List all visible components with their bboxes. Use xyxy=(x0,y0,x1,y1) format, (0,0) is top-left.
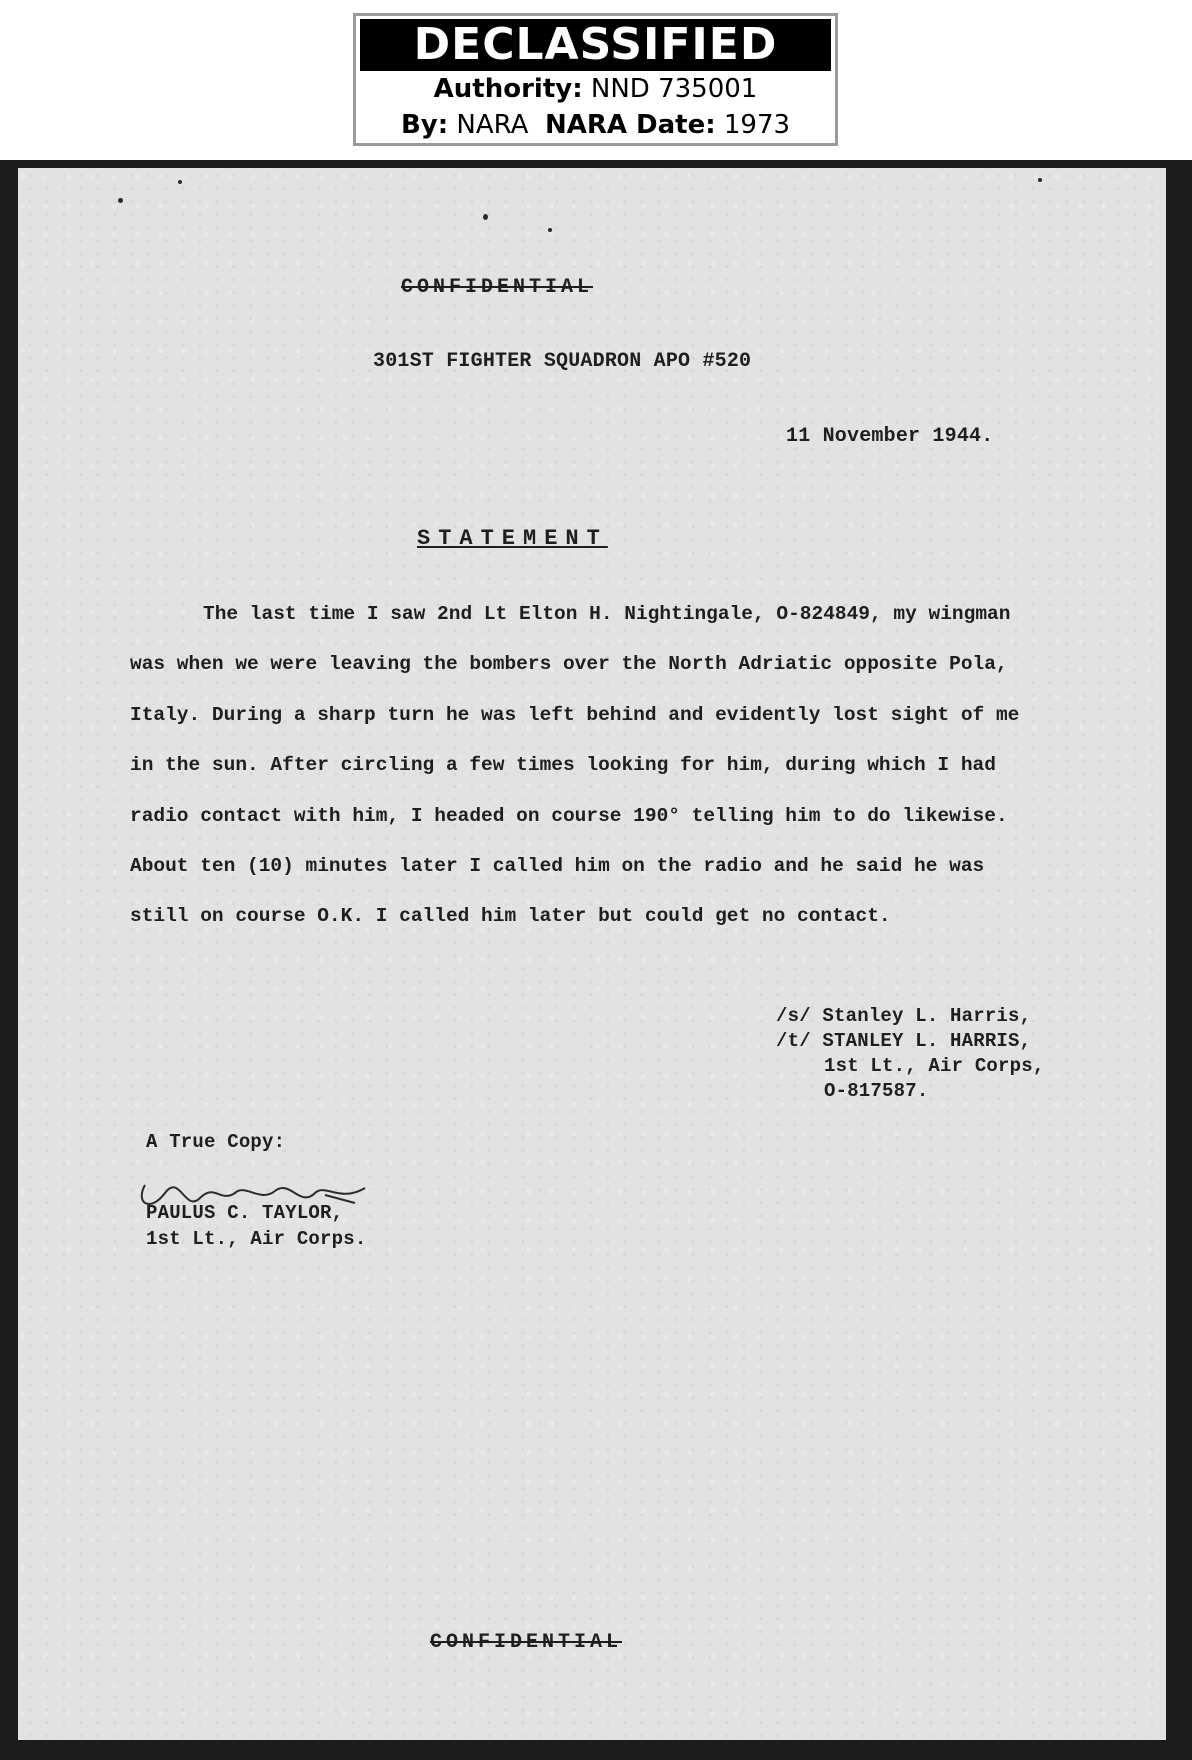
stamp-by-label: By: xyxy=(400,110,449,140)
document-page xyxy=(18,168,1166,1740)
body-line: radio contact with him, I headed on course 190° telling him to do likewise. xyxy=(130,805,1008,827)
dust-speck xyxy=(178,180,182,184)
dust-speck xyxy=(483,214,488,220)
true-copy-rank: 1st Lt., Air Corps. xyxy=(146,1228,367,1250)
body-line: The last time I saw 2nd Lt Elton H. Nightingale, O-824849, my wingman xyxy=(203,603,1011,625)
signature-line-signed: /s/ Stanley L. Harris, xyxy=(776,1005,1032,1027)
true-copy-label: A True Copy: xyxy=(146,1131,286,1153)
stamp-date-value: 1973 xyxy=(723,110,791,140)
stamp-authority-value: NND 735001 xyxy=(590,74,758,104)
body-line: Italy. During a sharp turn he was left behind and evidently lost sight of me xyxy=(130,704,1020,726)
body-line: still on course O.K. I called him later but could get no contact. xyxy=(130,905,891,927)
dust-speck xyxy=(1038,178,1042,182)
unit-header: 301ST FIGHTER SQUADRON APO #520 xyxy=(373,350,752,373)
classification-bottom: CONFIDENTIAL xyxy=(430,1631,623,1654)
body-line: About ten (10) minutes later I called him on the radio and he said he was xyxy=(130,855,985,877)
body-line: was when we were leaving the bombers over the North Adriatic opposite Pola, xyxy=(130,653,1008,675)
signature-serial: O-817587. xyxy=(824,1080,929,1102)
stamp-by-date xyxy=(356,107,835,143)
body-line: in the sun. After circling a few times looking for him, during which I had xyxy=(130,754,996,776)
classification-top: CONFIDENTIAL xyxy=(401,276,594,299)
declassified-stamp xyxy=(353,13,838,146)
stamp-title: DECLASSIFIED xyxy=(360,19,831,71)
signature-line-typed: /t/ STANLEY L. HARRIS, xyxy=(776,1030,1032,1052)
dust-speck xyxy=(548,228,552,232)
true-copy-name: PAULUS C. TAYLOR, xyxy=(146,1202,344,1224)
statement-heading: STATEMENT xyxy=(417,526,608,551)
stamp-authority-label: Authority: xyxy=(433,74,583,104)
dust-speck xyxy=(118,198,123,203)
stamp-by-value: NARA xyxy=(456,110,529,140)
document-date: 11 November 1944. xyxy=(786,425,994,448)
stamp-date-label: NARA Date: xyxy=(544,110,716,140)
stamp-authority xyxy=(356,71,835,107)
signature-rank: 1st Lt., Air Corps, xyxy=(824,1055,1045,1077)
